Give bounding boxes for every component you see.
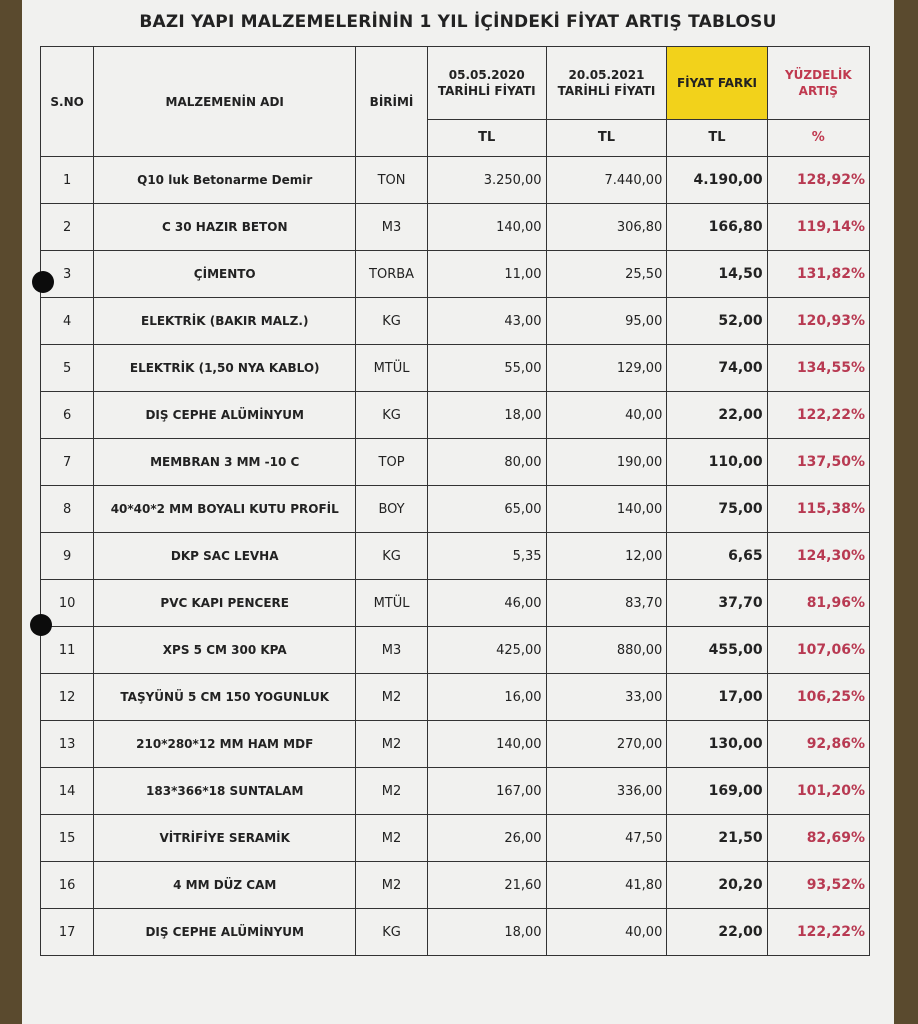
price-2020-cell: 11,00 xyxy=(427,251,546,298)
table-row xyxy=(41,298,870,345)
header-percent-increase xyxy=(767,47,869,120)
price-2020-cell: 140,00 xyxy=(427,204,546,251)
table-body xyxy=(41,157,870,956)
price-2021-cell: 25,50 xyxy=(546,251,667,298)
material-name-cell: MEMBRAN 3 MM -10 C xyxy=(94,439,356,486)
price-2021-cell: 12,00 xyxy=(546,533,667,580)
unit-cell: KG xyxy=(356,298,428,345)
price-2021-cell: 336,00 xyxy=(546,768,667,815)
material-name-cell: 40*40*2 MM BOYALI KUTU PROFİL xyxy=(94,486,356,533)
table-row xyxy=(41,157,870,204)
price-difference-cell: 52,00 xyxy=(667,298,767,345)
material-name-cell: C 30 HAZIR BETON xyxy=(94,204,356,251)
price-2020-cell: 16,00 xyxy=(427,674,546,721)
percent-increase-cell: 122,22% xyxy=(767,909,869,956)
material-name-cell: 4 MM DÜZ CAM xyxy=(94,862,356,909)
price-2021-cell: 41,80 xyxy=(546,862,667,909)
price-2021-cell: 95,00 xyxy=(546,298,667,345)
price-difference-cell: 4.190,00 xyxy=(667,157,767,204)
header-price-2020 xyxy=(427,47,546,120)
percent-increase-cell: 119,14% xyxy=(767,204,869,251)
price-difference-cell: 75,00 xyxy=(667,486,767,533)
row-number-cell: 16 xyxy=(41,862,94,909)
percent-increase-cell: 128,92% xyxy=(767,157,869,204)
table-row xyxy=(41,392,870,439)
table-row xyxy=(41,862,870,909)
price-2020-cell: 26,00 xyxy=(427,815,546,862)
row-number-cell: 10 xyxy=(41,580,94,627)
material-name-cell: PVC KAPI PENCERE xyxy=(94,580,356,627)
unit-cell: TOP xyxy=(356,439,428,486)
header-price-difference: FİYAT FARKI xyxy=(667,47,767,120)
price-2020-cell: 18,00 xyxy=(427,909,546,956)
unit-cell: M2 xyxy=(356,721,428,768)
header-name: MALZEMENİN ADI xyxy=(94,47,356,157)
row-number-cell: 3 xyxy=(41,251,94,298)
price-2021-cell: 190,00 xyxy=(546,439,667,486)
price-2020-cell: 167,00 xyxy=(427,768,546,815)
price-difference-cell: 21,50 xyxy=(667,815,767,862)
unit-cell: M2 xyxy=(356,768,428,815)
row-number-cell: 13 xyxy=(41,721,94,768)
unit-cell: M2 xyxy=(356,674,428,721)
percent-increase-cell: 122,22% xyxy=(767,392,869,439)
price-difference-cell: 130,00 xyxy=(667,721,767,768)
unit-cell: MTÜL xyxy=(356,345,428,392)
binder-hole xyxy=(32,271,54,293)
unit-cell: TON xyxy=(356,157,428,204)
unit-cell: MTÜL xyxy=(356,580,428,627)
header-sno: S.NO xyxy=(41,47,94,157)
price-difference-cell: 22,00 xyxy=(667,392,767,439)
price-2020-cell: 43,00 xyxy=(427,298,546,345)
price-2020-cell: 21,60 xyxy=(427,862,546,909)
price-difference-cell: 166,80 xyxy=(667,204,767,251)
material-name-cell: XPS 5 CM 300 KPA xyxy=(94,627,356,674)
header-price-2020-date: 05.05.2020 xyxy=(448,68,525,82)
row-number-cell: 1 xyxy=(41,157,94,204)
header-price-2020-label: TARİHLİ FİYATI xyxy=(437,84,536,98)
price-2020-cell: 46,00 xyxy=(427,580,546,627)
material-name-cell: ELEKTRİK (BAKIR MALZ.) xyxy=(94,298,356,345)
binder-hole xyxy=(30,614,52,636)
price-difference-cell: 6,65 xyxy=(667,533,767,580)
header-price-2021-date: 20.05.2021 xyxy=(568,68,645,82)
unit-cell: TORBA xyxy=(356,251,428,298)
price-table xyxy=(40,46,870,956)
material-name-cell: VİTRİFİYE SERAMİK xyxy=(94,815,356,862)
unit-cell: M3 xyxy=(356,627,428,674)
material-name-cell: ELEKTRİK (1,50 NYA KABLO) xyxy=(94,345,356,392)
table-row xyxy=(41,533,870,580)
table-row xyxy=(41,580,870,627)
price-difference-cell: 455,00 xyxy=(667,627,767,674)
row-number-cell: 7 xyxy=(41,439,94,486)
price-2021-cell: 880,00 xyxy=(546,627,667,674)
table-row xyxy=(41,815,870,862)
price-2020-cell: 140,00 xyxy=(427,721,546,768)
percent-increase-cell: 106,25% xyxy=(767,674,869,721)
page-title: BAZI YAPI MALZEMELERİNİN 1 YIL İÇİNDEKİ FİYAT ARTIŞ TABLOSU xyxy=(139,12,777,32)
percent-increase-cell: 107,06% xyxy=(767,627,869,674)
price-2020-cell: 80,00 xyxy=(427,439,546,486)
price-2021-cell: 83,70 xyxy=(546,580,667,627)
percent-increase-cell: 81,96% xyxy=(767,580,869,627)
price-2021-cell: 33,00 xyxy=(546,674,667,721)
unit-cell: KG xyxy=(356,533,428,580)
material-name-cell: 183*366*18 SUNTALAM xyxy=(94,768,356,815)
header-currency-diff: TL xyxy=(667,120,767,157)
header-price-2021 xyxy=(546,47,667,120)
percent-increase-cell: 134,55% xyxy=(767,345,869,392)
header-percent-line2: ARTIŞ xyxy=(798,84,838,98)
document-page xyxy=(22,0,894,1024)
unit-cell: BOY xyxy=(356,486,428,533)
table-row xyxy=(41,204,870,251)
material-name-cell: Q10 luk Betonarme Demir xyxy=(94,157,356,204)
table-row xyxy=(41,674,870,721)
price-2021-cell: 40,00 xyxy=(546,909,667,956)
price-2021-cell: 140,00 xyxy=(546,486,667,533)
row-number-cell: 5 xyxy=(41,345,94,392)
material-name-cell: TAŞYÜNÜ 5 CM 150 YOGUNLUK xyxy=(94,674,356,721)
price-2021-cell: 40,00 xyxy=(546,392,667,439)
table-row xyxy=(41,486,870,533)
row-number-cell: 8 xyxy=(41,486,94,533)
material-name-cell: DIŞ CEPHE ALÜMİNYUM xyxy=(94,392,356,439)
price-2021-cell: 306,80 xyxy=(546,204,667,251)
table-row xyxy=(41,251,870,298)
header-percent-line1: YÜZDELİK xyxy=(784,68,852,82)
unit-cell: KG xyxy=(356,392,428,439)
price-difference-cell: 20,20 xyxy=(667,862,767,909)
header-price-2021-label: TARİHLİ FİYATI xyxy=(557,84,656,98)
price-difference-cell: 37,70 xyxy=(667,580,767,627)
table-row xyxy=(41,345,870,392)
row-number-cell: 11 xyxy=(41,627,94,674)
price-2020-cell: 18,00 xyxy=(427,392,546,439)
table-row xyxy=(41,721,870,768)
price-difference-cell: 110,00 xyxy=(667,439,767,486)
price-2020-cell: 425,00 xyxy=(427,627,546,674)
row-number-cell: 14 xyxy=(41,768,94,815)
row-number-cell: 6 xyxy=(41,392,94,439)
material-name-cell: DKP SAC LEVHA xyxy=(94,533,356,580)
row-number-cell: 15 xyxy=(41,815,94,862)
table-row xyxy=(41,768,870,815)
percent-increase-cell: 101,20% xyxy=(767,768,869,815)
material-name-cell: DIŞ CEPHE ALÜMİNYUM xyxy=(94,909,356,956)
percent-increase-cell: 115,38% xyxy=(767,486,869,533)
row-number-cell: 12 xyxy=(41,674,94,721)
price-difference-cell: 14,50 xyxy=(667,251,767,298)
percent-increase-cell: 120,93% xyxy=(767,298,869,345)
unit-cell: KG xyxy=(356,909,428,956)
price-difference-cell: 17,00 xyxy=(667,674,767,721)
price-difference-cell: 74,00 xyxy=(667,345,767,392)
header-percent-sign: % xyxy=(767,120,869,157)
table-row xyxy=(41,439,870,486)
unit-cell: M2 xyxy=(356,815,428,862)
table-row xyxy=(41,909,870,956)
row-number-cell: 2 xyxy=(41,204,94,251)
header-unit: BİRİMİ xyxy=(356,47,428,157)
header-currency-2021: TL xyxy=(546,120,667,157)
price-2020-cell: 5,35 xyxy=(427,533,546,580)
price-2020-cell: 3.250,00 xyxy=(427,157,546,204)
percent-increase-cell: 93,52% xyxy=(767,862,869,909)
percent-increase-cell: 92,86% xyxy=(767,721,869,768)
price-2021-cell: 47,50 xyxy=(546,815,667,862)
material-name-cell: ÇİMENTO xyxy=(94,251,356,298)
price-2021-cell: 7.440,00 xyxy=(546,157,667,204)
percent-increase-cell: 137,50% xyxy=(767,439,869,486)
unit-cell: M2 xyxy=(356,862,428,909)
percent-increase-cell: 124,30% xyxy=(767,533,869,580)
table-row xyxy=(41,627,870,674)
header-currency-2020: TL xyxy=(427,120,546,157)
price-2020-cell: 55,00 xyxy=(427,345,546,392)
material-name-cell: 210*280*12 MM HAM MDF xyxy=(94,721,356,768)
price-2020-cell: 65,00 xyxy=(427,486,546,533)
row-number-cell: 17 xyxy=(41,909,94,956)
unit-cell: M3 xyxy=(356,204,428,251)
percent-increase-cell: 82,69% xyxy=(767,815,869,862)
price-difference-cell: 169,00 xyxy=(667,768,767,815)
percent-increase-cell: 131,82% xyxy=(767,251,869,298)
price-2021-cell: 270,00 xyxy=(546,721,667,768)
price-difference-cell: 22,00 xyxy=(667,909,767,956)
price-2021-cell: 129,00 xyxy=(546,345,667,392)
row-number-cell: 4 xyxy=(41,298,94,345)
row-number-cell: 9 xyxy=(41,533,94,580)
